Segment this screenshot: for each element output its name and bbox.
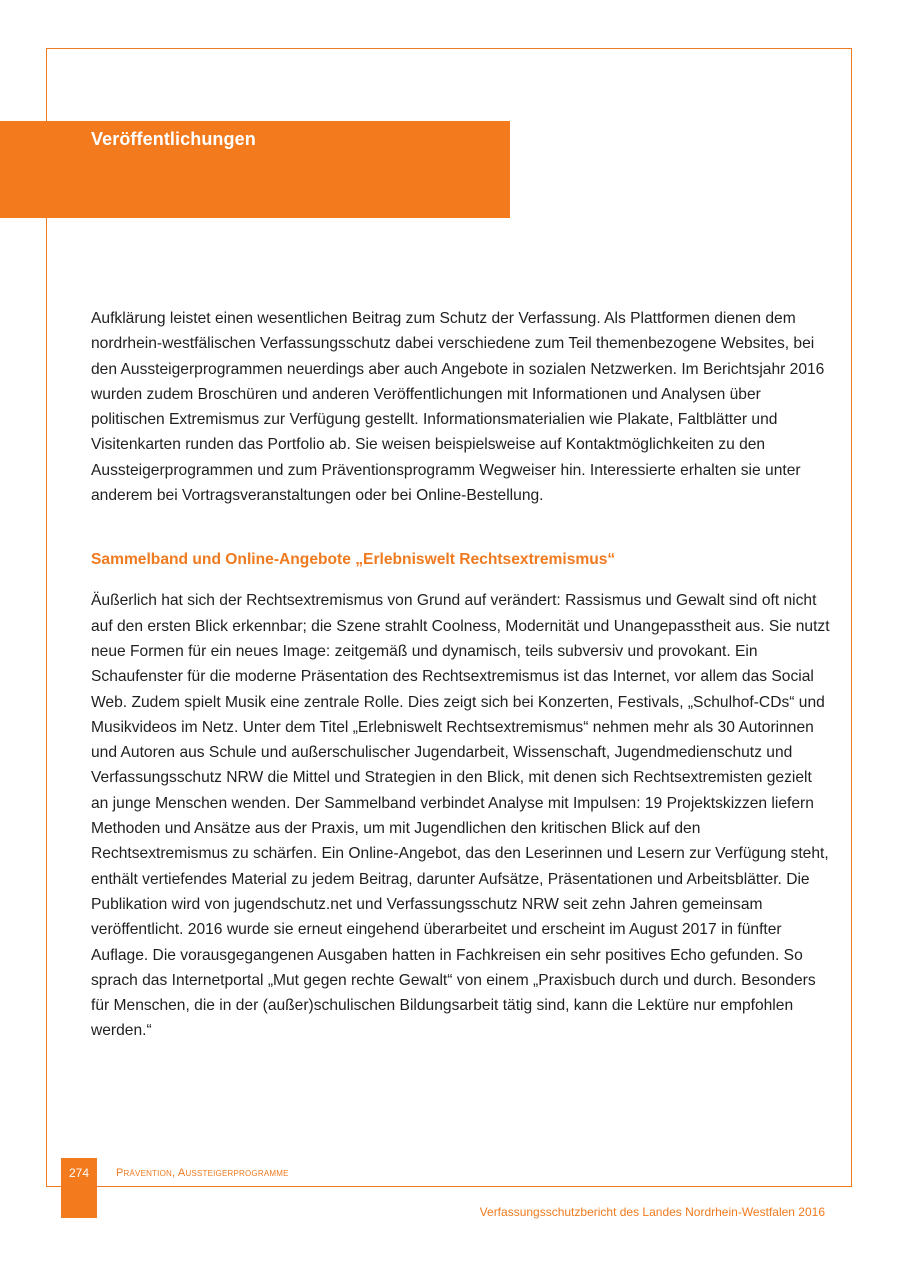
- publication-footer: Verfassungsschutzbericht des Landes Nordrhein-Westfalen 2016: [479, 1205, 825, 1219]
- main-content: [91, 306, 831, 1044]
- section-heading: Sammelband und Online-Angebote „Erlebniswelt Rechtsextremismus“: [91, 551, 616, 569]
- page-number: 274: [68, 1166, 90, 1180]
- section-paragraph: Äußerlich hat sich der Rechtsextremismus von Grund auf verändert: Rassismus und Gewalt sind oft nicht auf den ersten Blick erkennbar; die Szene strahlt Coolness, Modernität und Unangepasstheit aus. Sie nutzt neue Formen für ein neues Image: zeitgemäß und dynamisch, teils subversiv und provokant. Ein Schaufenster für die moderne Präsentation des Rechtsextremismus ist das Internet, vor allem das Social Web. Zudem spielt Musik eine zentrale Rolle. Dies zeigt sich bei Konzerten, Festivals, „Schulhof-CDs“ und Musikvideos im Netz. Unter dem Titel „Erlebniswelt Rechtsextremismus“ nehmen mehr als 30 Autorinnen und Autoren aus Schule und außerschulischer Jugendarbeit, Wissenschaft, Jugendmedienschutz und Verfassungsschutz NRW die Mittel und Strategien in den Blick, mit denen sich Rechtsextremisten gezielt an junge Menschen wenden. Der Sammelband verbindet Analyse mit Impulsen: 19 Projektskizzen liefern Methoden und Ansätze aus der Praxis, um mit Jugendlichen den kritischen Blick auf den Rechtsextremismus zu schärfen. Ein Online-Angebot, das den Leserinnen und Lesern zur Verfügung steht, enthält vertiefendes Material zu jedem Beitrag, darunter Aufsätze, Präsentationen und Arbeitsblätter. Die Publikation wird von jugendschutz.net und Verfassungsschutz NRW seit zehn Jahren gemeinsam veröffentlicht. 2016 wurde sie erneut eingehend überarbeitet und erscheint im August 2017 in fünfter Auflage. Die vorausgegangenen Ausgaben hatten in Fachkreisen ein sehr positives Echo gefunden. So sprach das Internetportal „Mut gegen rechte Gewalt“ von einem „Praxisbuch durch und durch. Besonders für Menschen, die in der (außer)schulischen Bildungsarbeit tätig sind, kann die Lektüre nur empfohlen werden.“: [91, 592, 830, 1040]
- intro-paragraph: Aufklärung leistet einen wesentlichen Beitrag zum Schutz der Verfassung. Als Plattformen dienen dem nordrhein-westfälischen Verfassungsschutz dabei verschiedene zum Teil themenbezogene Websites, bei den Aussteigerprogrammen neuerdings aber auch Angebote in sozialen Netzwerken. Im Berichtsjahr 2016 wurden zudem Broschüren und anderen Veröffentlichungen mit Informationen und Analysen über politischen Extremismus zur Verfügung gestellt. Informationsmaterialien wie Plakate, Faltblätter und Visitenkarten runden das Portfolio ab. Sie weisen beispielsweise auf Kontaktmöglichkeiten zu den Aussteigerprogrammen und zum Präventionsprogramm Wegweiser hin. Interessierte erhalten sie unter anderem bei Vortragsveranstaltungen oder bei Online-Bestellung.: [91, 310, 825, 505]
- running-head: Prävention, Aussteigerprogramme: [116, 1167, 289, 1179]
- page-title: Veröffentlichungen: [91, 129, 256, 149]
